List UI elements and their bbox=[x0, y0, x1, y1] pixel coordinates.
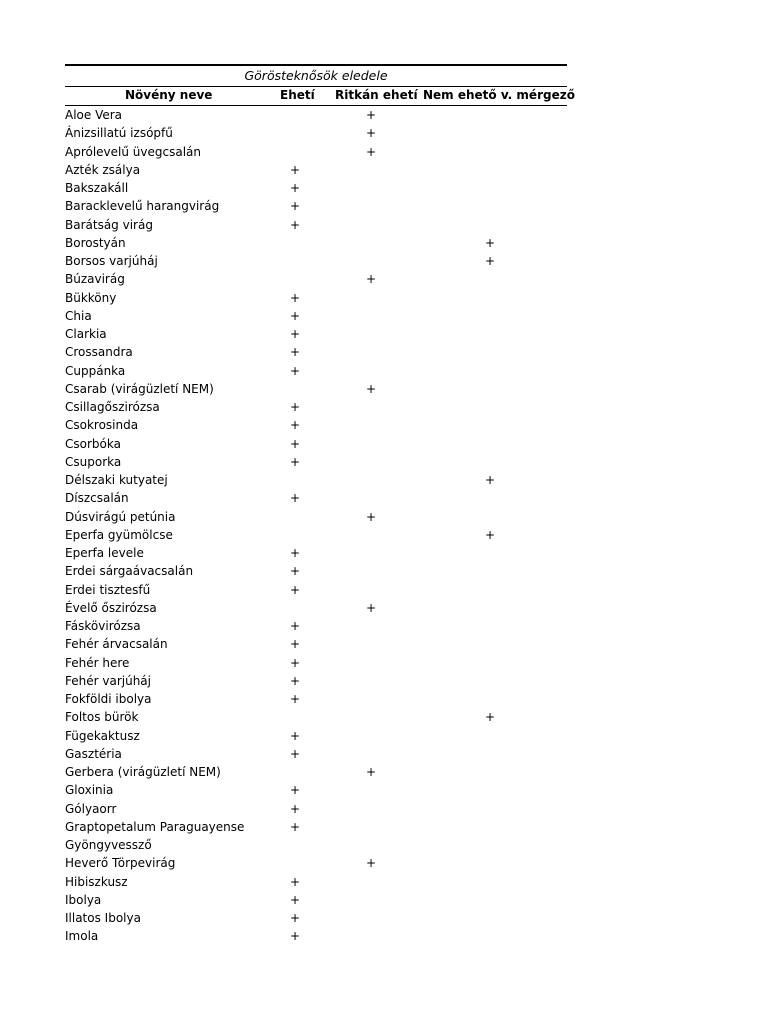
rarely-edible-mark-cell: + bbox=[365, 272, 377, 287]
plant-name-cell: Aloe Vera bbox=[65, 108, 123, 122]
table-row bbox=[65, 380, 567, 398]
plant-name-cell: Imola bbox=[65, 929, 99, 944]
table-row bbox=[65, 161, 567, 179]
edible-mark-cell: + bbox=[289, 327, 301, 341]
edible-mark-cell: + bbox=[289, 728, 301, 743]
plant-name-cell: Aprólevelű üvegcsalán bbox=[65, 144, 201, 159]
edible-mark-cell: + bbox=[289, 692, 301, 706]
edible-mark-cell: + bbox=[289, 181, 301, 195]
edible-mark-cell: + bbox=[289, 746, 301, 761]
table-row bbox=[65, 909, 567, 927]
table-row bbox=[65, 307, 567, 325]
edible-mark-cell: + bbox=[289, 162, 301, 177]
edible-mark-cell: + bbox=[289, 655, 301, 670]
plant-name-cell: Fehér varjúháj bbox=[65, 673, 151, 688]
table-row bbox=[65, 854, 567, 872]
not-edible-mark-cell: + bbox=[484, 235, 496, 250]
column-header-rarely-edible: Ritkán ehetí bbox=[335, 88, 418, 102]
plant-name-cell: Gloxinia bbox=[65, 783, 114, 798]
edible-mark-cell: + bbox=[289, 199, 301, 214]
plant-name-cell: Heverő Törpevirág bbox=[65, 856, 176, 871]
table-row bbox=[65, 635, 567, 653]
plant-name-cell: Baracklevelű harangvirág bbox=[65, 199, 220, 214]
edible-mark-cell: + bbox=[289, 911, 301, 925]
plant-name-cell: Cuppánka bbox=[65, 363, 126, 378]
table-row bbox=[65, 727, 567, 745]
rarely-edible-mark-cell: + bbox=[365, 856, 377, 871]
table-row bbox=[65, 508, 567, 526]
table-row bbox=[65, 763, 567, 781]
table-body bbox=[65, 106, 567, 946]
not-edible-mark-cell: + bbox=[484, 254, 496, 268]
edible-mark-cell: + bbox=[289, 436, 301, 451]
table-row bbox=[65, 800, 567, 818]
plant-name-cell: Azték zsálya bbox=[65, 162, 141, 177]
table-row bbox=[65, 343, 567, 361]
plant-name-cell: Gerbera (virágüzletí NEM) bbox=[65, 765, 221, 779]
plant-name-cell: Illatos Ibolya bbox=[65, 911, 141, 925]
plant-name-cell: Erdei sárgaávacsalán bbox=[65, 564, 194, 579]
rarely-edible-mark-cell: + bbox=[365, 509, 377, 524]
column-header-not-edible: Nem ehető v. mérgező bbox=[423, 88, 575, 102]
table-header-row bbox=[65, 86, 575, 106]
edible-mark-cell: + bbox=[289, 929, 301, 944]
plant-name-cell: Crossandra bbox=[65, 345, 133, 360]
plant-name-cell: Fehér árvacsalán bbox=[65, 637, 168, 652]
table-row bbox=[65, 416, 567, 434]
edible-mark-cell: + bbox=[289, 874, 301, 889]
plant-name-cell: Eperfa gyümölcse bbox=[65, 527, 173, 542]
plant-name-cell: Bakszakáll bbox=[65, 181, 129, 195]
table-row bbox=[65, 234, 567, 252]
plant-name-cell: Búzavirág bbox=[65, 272, 125, 287]
not-edible-mark-cell: + bbox=[484, 527, 496, 542]
plant-name-cell: Clarkia bbox=[65, 327, 107, 341]
edible-mark-cell: + bbox=[289, 491, 301, 506]
table-row bbox=[65, 891, 567, 909]
table-row bbox=[65, 927, 567, 945]
table-row bbox=[65, 270, 567, 288]
plant-name-cell: Fügekaktusz bbox=[65, 728, 140, 743]
plant-name-cell: Délszaki kutyatej bbox=[65, 473, 168, 487]
plant-name-cell: Bükköny bbox=[65, 290, 117, 305]
edible-mark-cell: + bbox=[289, 619, 301, 633]
table-row bbox=[65, 453, 567, 471]
table-row bbox=[65, 489, 567, 507]
plant-name-cell: Csokrosinda bbox=[65, 418, 139, 433]
plant-name-cell: Eperfa levele bbox=[65, 546, 144, 560]
table-row bbox=[65, 106, 567, 124]
edible-mark-cell: + bbox=[289, 400, 301, 414]
plant-name-cell: Hibiszkusz bbox=[65, 874, 128, 889]
table-row bbox=[65, 471, 567, 489]
table-row bbox=[65, 252, 567, 270]
edible-mark-cell: + bbox=[289, 308, 301, 323]
plant-name-cell: Barátság virág bbox=[65, 217, 153, 232]
table-row bbox=[65, 124, 567, 142]
table-row bbox=[65, 654, 567, 672]
plant-name-cell: Chia bbox=[65, 308, 92, 323]
plant-name-cell: Gyöngyvessző bbox=[65, 838, 152, 852]
column-header-edible: Ehetí bbox=[280, 88, 315, 102]
table-row bbox=[65, 544, 567, 562]
rarely-edible-mark-cell: + bbox=[365, 765, 377, 779]
edible-mark-cell: + bbox=[289, 783, 301, 798]
table-row bbox=[65, 562, 567, 580]
table-row bbox=[65, 197, 567, 215]
edible-mark-cell: + bbox=[289, 363, 301, 378]
plant-name-cell: Fokföldi ibolya bbox=[65, 692, 152, 706]
table-row bbox=[65, 690, 567, 708]
plant-name-cell: Ánizsillatú izsópfű bbox=[65, 126, 173, 141]
plant-name-cell: Csorbóka bbox=[65, 436, 121, 451]
edible-mark-cell: + bbox=[289, 673, 301, 688]
rarely-edible-mark-cell: + bbox=[365, 126, 377, 141]
edible-mark-cell: + bbox=[289, 892, 301, 907]
edible-mark-cell: + bbox=[289, 564, 301, 579]
table-row bbox=[65, 781, 567, 799]
table-row bbox=[65, 617, 567, 635]
plant-name-cell: Gólyaorr bbox=[65, 801, 117, 816]
plant-table bbox=[65, 64, 575, 946]
edible-mark-cell: + bbox=[289, 546, 301, 560]
plant-name-cell: Évelő őszirózsa bbox=[65, 600, 157, 615]
edible-mark-cell: + bbox=[289, 637, 301, 652]
table-row bbox=[65, 435, 567, 453]
table-row bbox=[65, 362, 567, 380]
edible-mark-cell: + bbox=[289, 454, 301, 469]
table-row bbox=[65, 581, 567, 599]
edible-mark-cell: + bbox=[289, 801, 301, 816]
plant-name-cell: Borostyán bbox=[65, 235, 126, 250]
rarely-edible-mark-cell: + bbox=[365, 144, 377, 159]
plant-name-cell: Ibolya bbox=[65, 892, 102, 907]
column-header-plant-name: Növény neve bbox=[125, 88, 213, 102]
edible-mark-cell: + bbox=[289, 819, 301, 834]
plant-name-cell: Dúsvirágú petúnia bbox=[65, 509, 176, 524]
not-edible-mark-cell: + bbox=[484, 473, 496, 487]
rarely-edible-mark-cell: + bbox=[365, 600, 377, 615]
rarely-edible-mark-cell: + bbox=[365, 381, 377, 396]
table-row bbox=[65, 836, 567, 854]
plant-name-cell: Erdei tisztesfű bbox=[65, 582, 151, 597]
table-row bbox=[65, 216, 567, 234]
table-row bbox=[65, 289, 567, 307]
table-row bbox=[65, 526, 567, 544]
table-row bbox=[65, 818, 567, 836]
plant-name-cell: Díszcsalán bbox=[65, 491, 129, 506]
edible-mark-cell: + bbox=[289, 217, 301, 232]
plant-name-cell: Graptopetalum Paraguayense bbox=[65, 819, 245, 834]
edible-mark-cell: + bbox=[289, 290, 301, 305]
plant-name-cell: Foltos bürök bbox=[65, 710, 139, 725]
plant-name-cell: Csuporka bbox=[65, 454, 122, 469]
table-row bbox=[65, 179, 567, 197]
table-row bbox=[65, 398, 567, 416]
table-row bbox=[65, 873, 567, 891]
table-row bbox=[65, 672, 567, 690]
table-row bbox=[65, 745, 567, 763]
plant-name-cell: Gasztéria bbox=[65, 746, 122, 761]
edible-mark-cell: + bbox=[289, 345, 301, 360]
plant-name-cell: Csarab (virágüzletí NEM) bbox=[65, 381, 214, 396]
edible-mark-cell: + bbox=[289, 418, 301, 433]
table-row bbox=[65, 599, 567, 617]
not-edible-mark-cell: + bbox=[484, 710, 496, 725]
table-title: Görösteknősök eledele bbox=[65, 64, 567, 86]
edible-mark-cell: + bbox=[289, 582, 301, 597]
plant-name-cell: Fehér here bbox=[65, 655, 130, 670]
plant-name-cell: Borsos varjúháj bbox=[65, 254, 158, 268]
rarely-edible-mark-cell: + bbox=[365, 108, 377, 122]
table-row bbox=[65, 143, 567, 161]
table-row bbox=[65, 708, 567, 726]
plant-name-cell: Csillagőszirózsa bbox=[65, 400, 160, 414]
plant-name-cell: Fáskövirózsa bbox=[65, 619, 141, 633]
table-row bbox=[65, 325, 567, 343]
